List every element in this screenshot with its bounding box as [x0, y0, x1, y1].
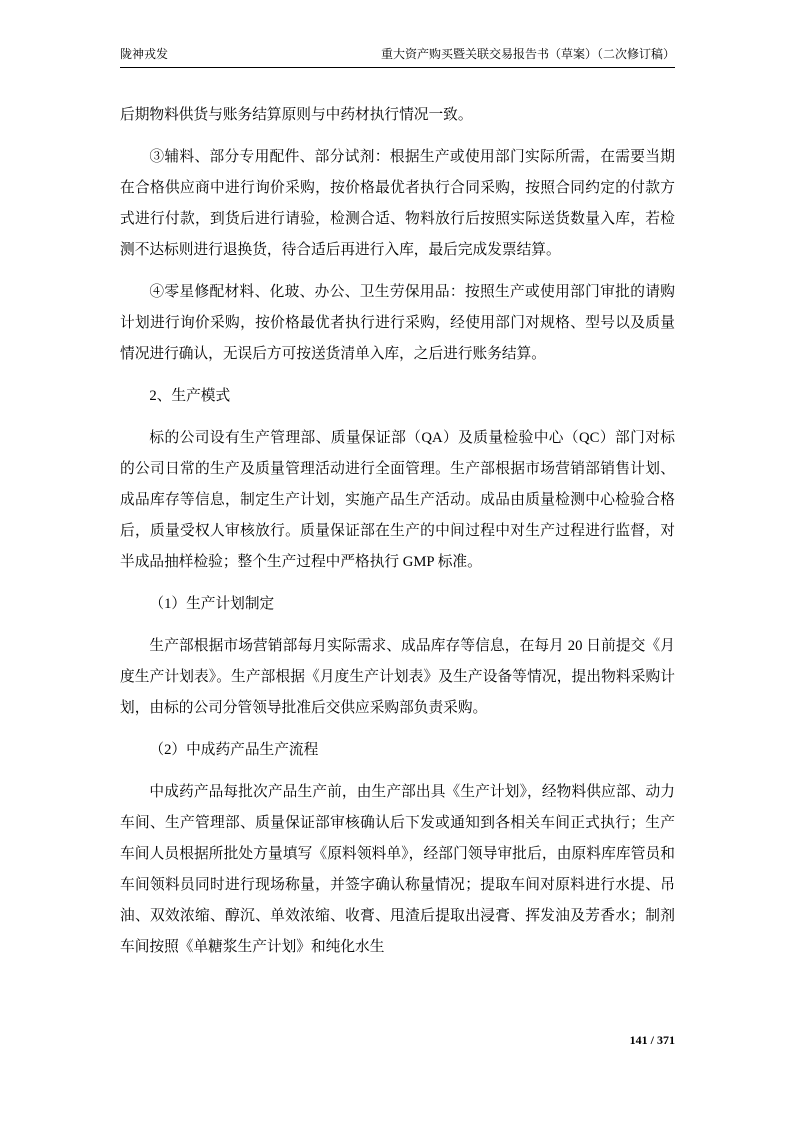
page-header — [120, 46, 675, 68]
header-document-title: 重大资产购买暨关联交易报告书（草案）（二次修订稿） — [380, 47, 675, 61]
page-number: 141 / 371 — [629, 1033, 675, 1047]
paragraph: （2）中成药产品生产流程 — [149, 742, 319, 758]
paragraph: （1）生产计划制定 — [149, 596, 275, 612]
paragraph: 2、生产模式 — [149, 388, 231, 404]
paragraph: ④零星修配材料、化玻、办公、卫生劳保用品：按照生产或使用部门审批的请购计划进行询价采购，按价格最优者执行进行采购，经使用部门对规格、型号以及质量情况进行确认，无误后方可按送货清单入库，之后进行账务结算。 — [120, 284, 675, 362]
paragraph: ③辅料、部分专用配件、部分试剂：根据生产或使用部门实际所需，在需要当期在合格供应商中进行询价采购，按价格最优者执行合同采购，按照合同约定的付款方式进行付款，到货后进行请验，检测合适、物料放行后按照实际送货数量入库，若检测不达标则进行退换货，待合适后再进行入库，最后完成发票结算。 — [120, 149, 675, 258]
paragraph: 生产部根据市场营销部每月实际需求、成品库存等信息，在每月 20 日前提交《月度生产计划表》。生产部根据《月度生产计划表》及生产设备等情况，提出物料采购计划，由标的公司分管领导批准后交供应采购部负责采购。 — [120, 638, 675, 716]
paragraph: 后期物料供货与账务结算原则与中药材执行情况一致。 — [120, 107, 473, 123]
page-footer — [630, 1033, 675, 1048]
header-company-name: 陇神戎发 — [120, 47, 169, 61]
document-body — [120, 100, 675, 963]
paragraph: 标的公司设有生产管理部、质量保证部（QA）及质量检验中心（QC）部门对标的公司日常的生产及质量管理活动进行全面管理。生产部根据市场营销部销售计划、成品库存等信息，制定生产计划，实施产品生产活动。成品由质量检测中心检验合格后，质量受权人审核放行。质量保证部在生产的中间过程中对生产过程进行监督，对半成品抽样检验；整个生产过程中严格执行 GMP 标准。 — [120, 430, 675, 570]
paragraph: 中成药产品每批次产品生产前，由生产部出具《生产计划》，经物料供应部、动力车间、生产管理部、质量保证部审核确认后下发或通知到各相关车间正式执行；生产车间人员根据所批处方量填写《原料领料单》，经部门领导审批后，由原料库库管员和车间领料员同时进行现场称量，并签字确认称量情况；提取车间对原料进行水提、吊油、双效浓缩、醇沉、单效浓缩、收膏、甩渣后提取出浸膏、挥发油及芳香水；制剂车间按照《单糖浆生产计划》和纯化水生 — [120, 784, 675, 955]
